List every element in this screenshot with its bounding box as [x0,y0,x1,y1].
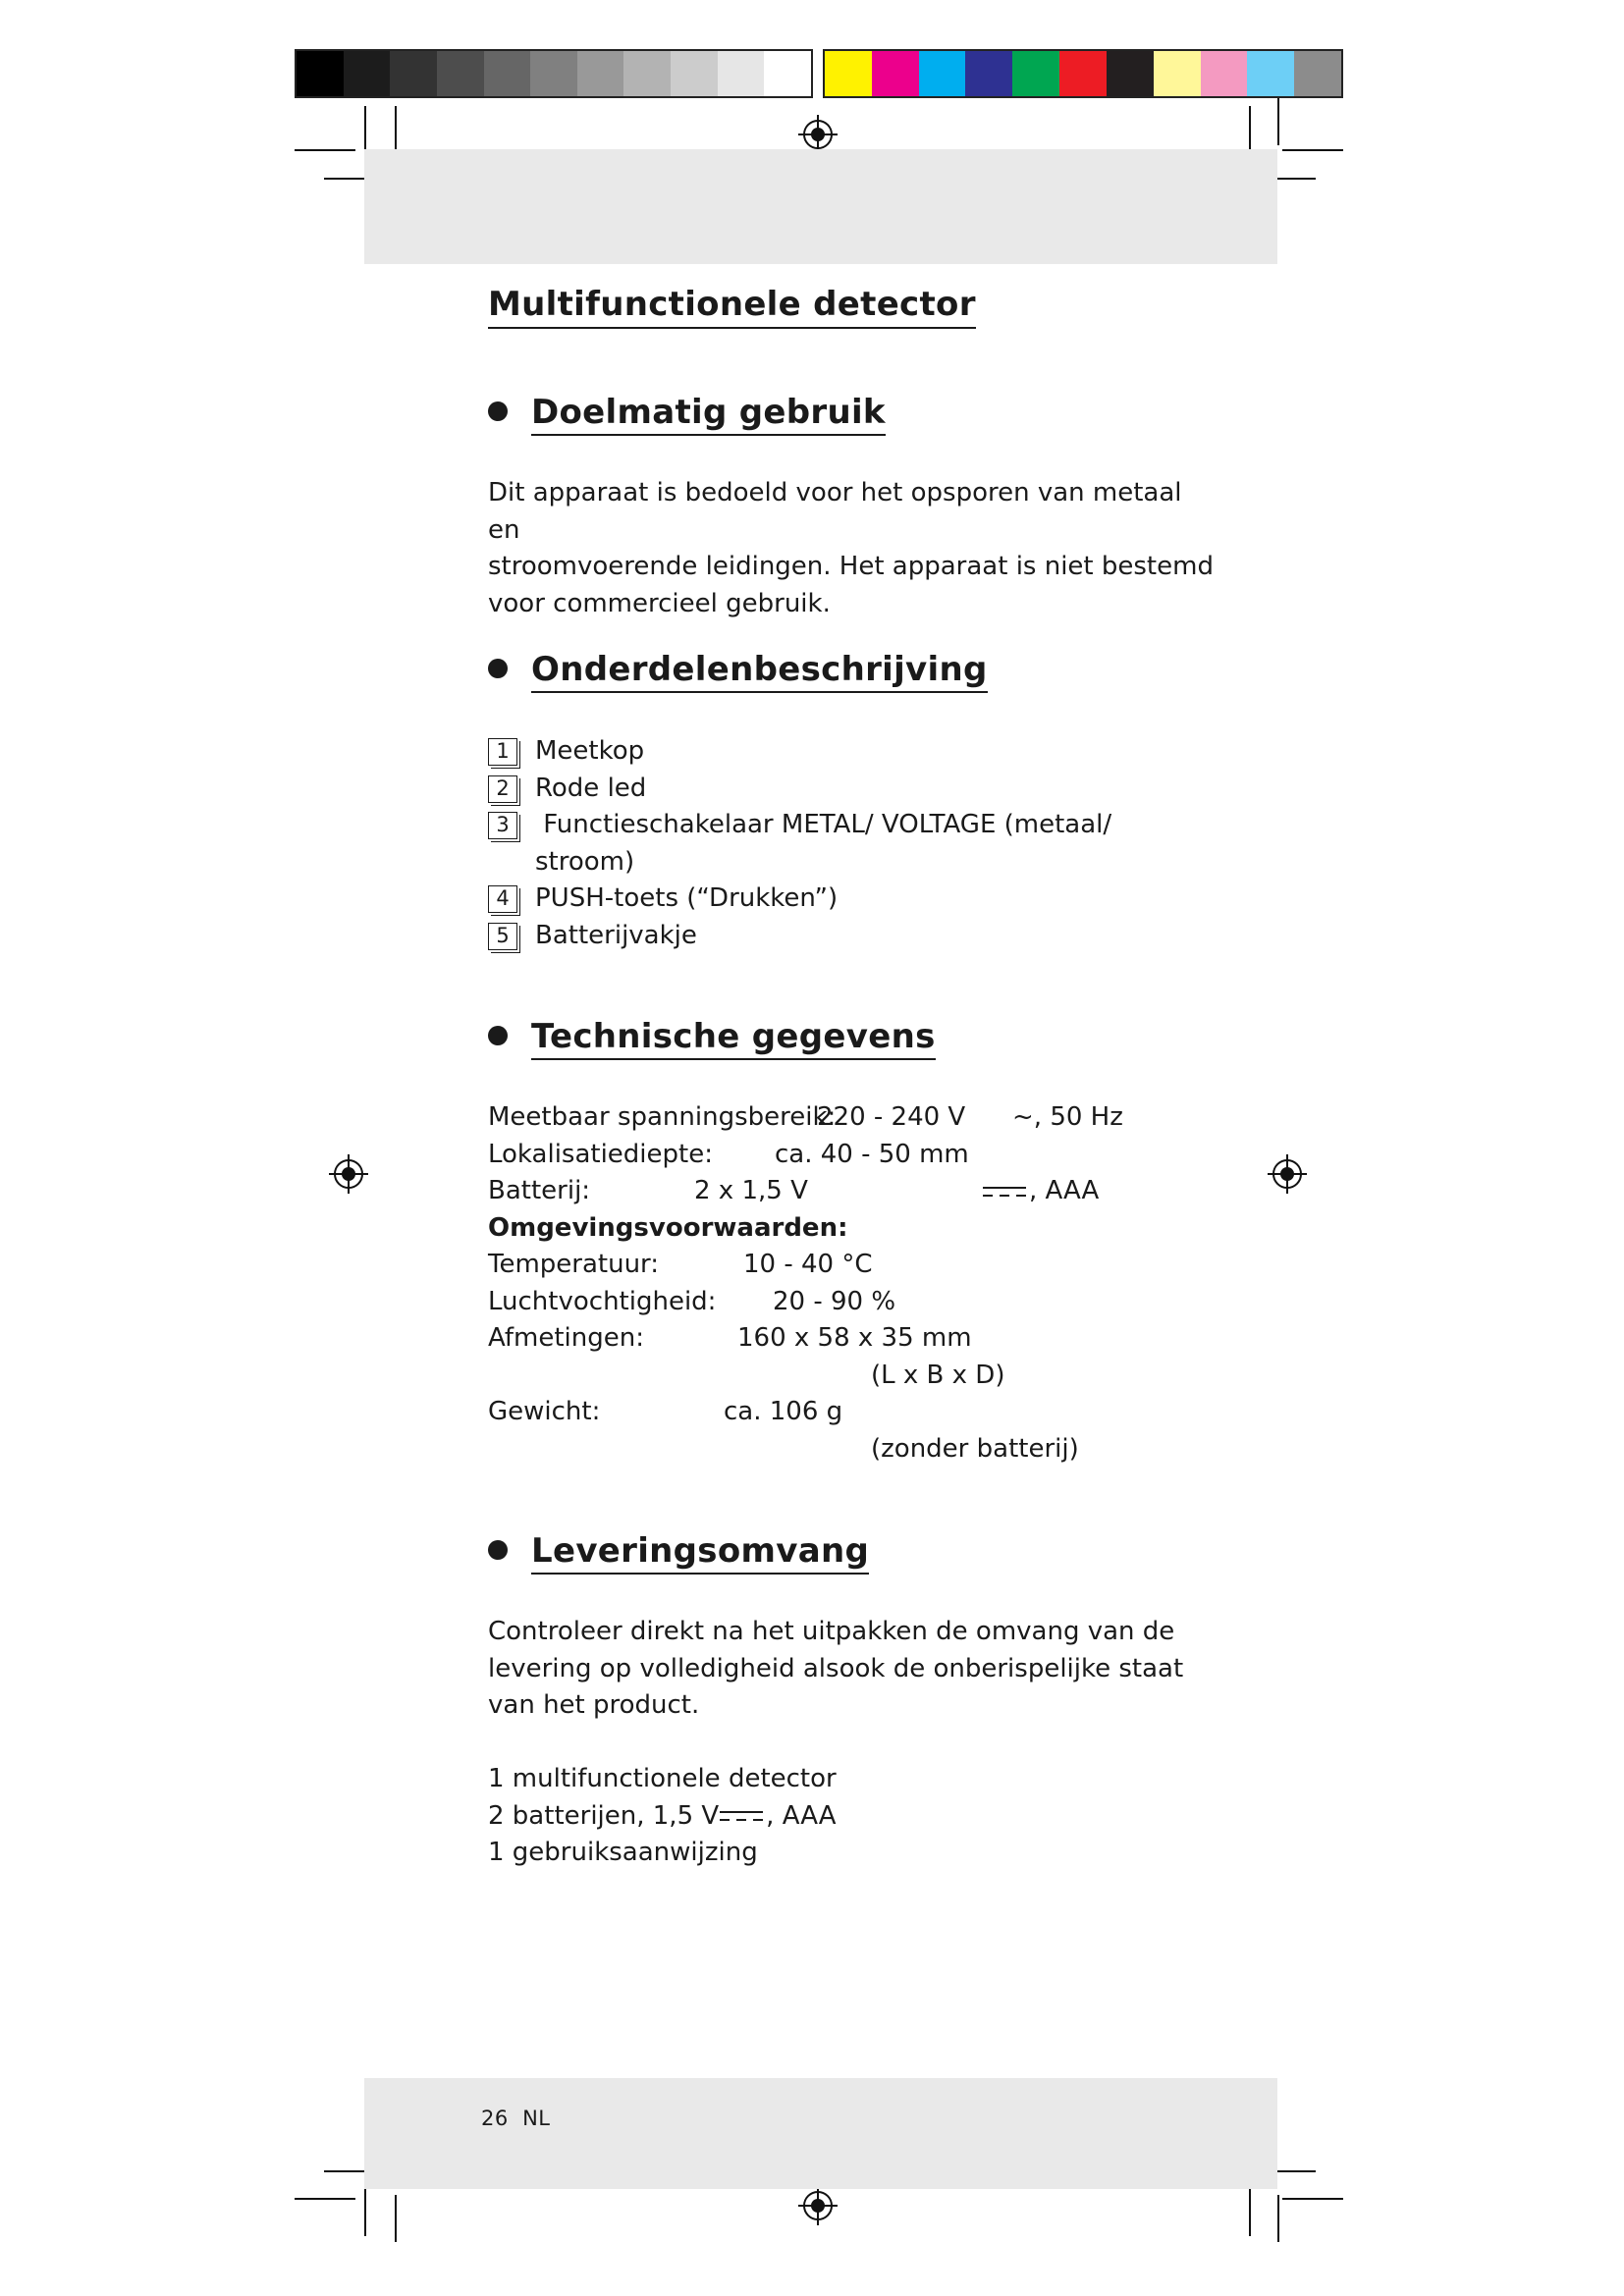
section-heading-usage [488,393,886,436]
process-color-bar [823,49,1343,98]
spec-label: Afmetingen: [488,1323,644,1353]
spec-value: 220 - 240 V [817,1102,966,1132]
bullet-dot-icon [488,1540,508,1560]
color-swatch [872,51,919,96]
direct-current-symbol-icon [982,1184,1027,1200]
text-line: stroomvoerende leidingen. Het apparaat is niet bestemd [488,552,1214,581]
spec-row-weight [488,1394,1215,1431]
spec-row-weight-note [488,1431,1215,1468]
crop-mark [1282,2198,1343,2200]
part-label-continued: stroom) [535,846,635,877]
text-line: van het product. [488,1690,700,1720]
conditions-heading [488,1210,1215,1248]
registration-mark-icon [327,1152,370,1196]
spec-suffix: , AAA [1029,1176,1100,1205]
footer-band [364,2078,1277,2189]
crop-mark [364,106,366,153]
color-swatch [484,51,531,96]
part-label: Rode led [535,773,647,803]
color-swatch [344,51,391,96]
crop-mark [1282,149,1343,151]
page-footer [481,2107,551,2130]
spec-label: Batterij: [488,1176,591,1205]
bullet-dot-icon [488,659,508,678]
color-swatch [1012,51,1059,96]
spec-label: Luchtvochtigheid: [488,1286,717,1316]
spec-subheading: Omgevingsvoorwaarden: [488,1212,848,1243]
section-heading-specs [488,1017,936,1060]
color-swatch [297,51,344,96]
crop-mark [295,149,355,151]
part-number: 2 [488,775,517,803]
spec-row-voltage [488,1099,1215,1137]
registration-mark-icon [796,2184,839,2227]
color-swatch [1247,51,1294,96]
crop-mark [364,2189,366,2236]
color-swatch [1059,51,1107,96]
part-number: 5 [488,923,517,950]
spec-row-temperature [488,1247,1215,1284]
grayscale-color-bar [295,49,813,98]
spec-label: Temperatuur: [488,1250,660,1279]
color-swatch [1294,51,1341,96]
color-swatch [919,51,966,96]
specs-table [488,1099,1215,1468]
text-line: Controleer direkt na het uitpakken de omvang van de [488,1617,1175,1646]
crop-mark [1277,98,1279,145]
color-swatch [825,51,872,96]
section-title: Doelmatig gebruik [531,393,886,436]
spec-label: Gewicht: [488,1397,601,1426]
crop-mark [1277,2195,1279,2242]
spec-row-battery [488,1173,1215,1210]
usage-paragraph [488,475,1215,622]
text-line: voor commercieel gebruik. [488,588,831,618]
color-swatch [530,51,577,96]
crop-mark [1249,106,1251,153]
spec-value: 160 x 58 x 35 mm [737,1323,972,1353]
color-swatch [1154,51,1201,96]
spec-note: (L x B x D) [871,1360,1005,1390]
part-item [488,771,1164,808]
crop-mark [1249,2189,1251,2236]
delivery-item: 1 gebruiksaanwijzing [488,1838,758,1867]
delivery-paragraph [488,1614,1215,1725]
color-swatch [718,51,765,96]
part-number: 1 [488,738,517,766]
part-label: Functieschakelaar METAL/ VOLTAGE (metaal/ [535,810,1112,839]
delivery-items [488,1761,1215,1872]
spec-value: 10 - 40 °C [743,1250,873,1279]
section-heading-delivery [488,1531,869,1575]
section-title: Leveringsomvang [531,1531,869,1575]
color-swatch [577,51,624,96]
direct-current-symbol-icon [719,1808,764,1824]
bullet-dot-icon [488,1026,508,1045]
part-item [488,881,1164,918]
color-swatch [390,51,437,96]
delivery-item-text: , AAA [766,1800,837,1831]
color-swatch [437,51,484,96]
language-code: NL [522,2107,551,2130]
part-label: Meetkop [535,736,645,766]
part-item [488,918,1164,955]
crop-mark [395,2195,397,2242]
delivery-item [488,1798,1215,1836]
spec-value: 20 - 90 % [773,1286,896,1316]
crop-mark [295,2198,355,2200]
spec-suffix-group [982,1173,1099,1210]
color-swatch [623,51,671,96]
color-swatch [1201,51,1248,96]
header-band [364,149,1277,264]
spec-label: Meetbaar spanningsbereik: [488,1102,837,1132]
spec-row-depth [488,1137,1215,1174]
spec-value: ca. 40 - 50 mm [775,1139,969,1169]
delivery-item: 1 multifunctionele detector [488,1764,837,1793]
color-swatch [965,51,1012,96]
spec-note: (zonder batterij) [871,1433,1079,1464]
section-title: Technische gegevens [531,1017,936,1060]
text-line: levering op volledigheid alsook de onberispelijke staat [488,1653,1184,1683]
page-title: Multifunctionele detector [488,285,976,329]
part-item [488,733,1164,771]
section-title: Onderdelenbeschrijving [531,650,988,693]
parts-list [488,733,1164,954]
delivery-item-text: 2 batterijen, 1,5 V [488,1800,720,1831]
spec-row-dimensions-note [488,1358,1215,1395]
spec-row-dimensions [488,1320,1215,1358]
part-number: 4 [488,885,517,913]
registration-mark-icon [1266,1152,1309,1196]
spec-value: 2 x 1,5 V [694,1176,808,1205]
part-number: 3 [488,812,517,839]
spec-label: Lokalisatiediepte: [488,1139,713,1169]
color-swatch [1107,51,1154,96]
part-label: Batterijvakje [535,920,697,950]
color-swatch [764,51,811,96]
spec-row-humidity [488,1284,1215,1321]
bullet-dot-icon [488,401,508,421]
text-line: Dit apparaat is bedoeld voor het opsporen van metaal en [488,478,1182,545]
spec-suffix: ~, 50 Hz [1012,1102,1123,1132]
spec-value: ca. 106 g [724,1397,843,1426]
section-heading-parts [488,650,988,693]
part-label: PUSH-toets (“Drukken”) [535,883,839,913]
crop-mark [395,106,397,153]
part-item [488,807,1164,881]
color-swatch [671,51,718,96]
page-number: 26 [481,2107,509,2130]
